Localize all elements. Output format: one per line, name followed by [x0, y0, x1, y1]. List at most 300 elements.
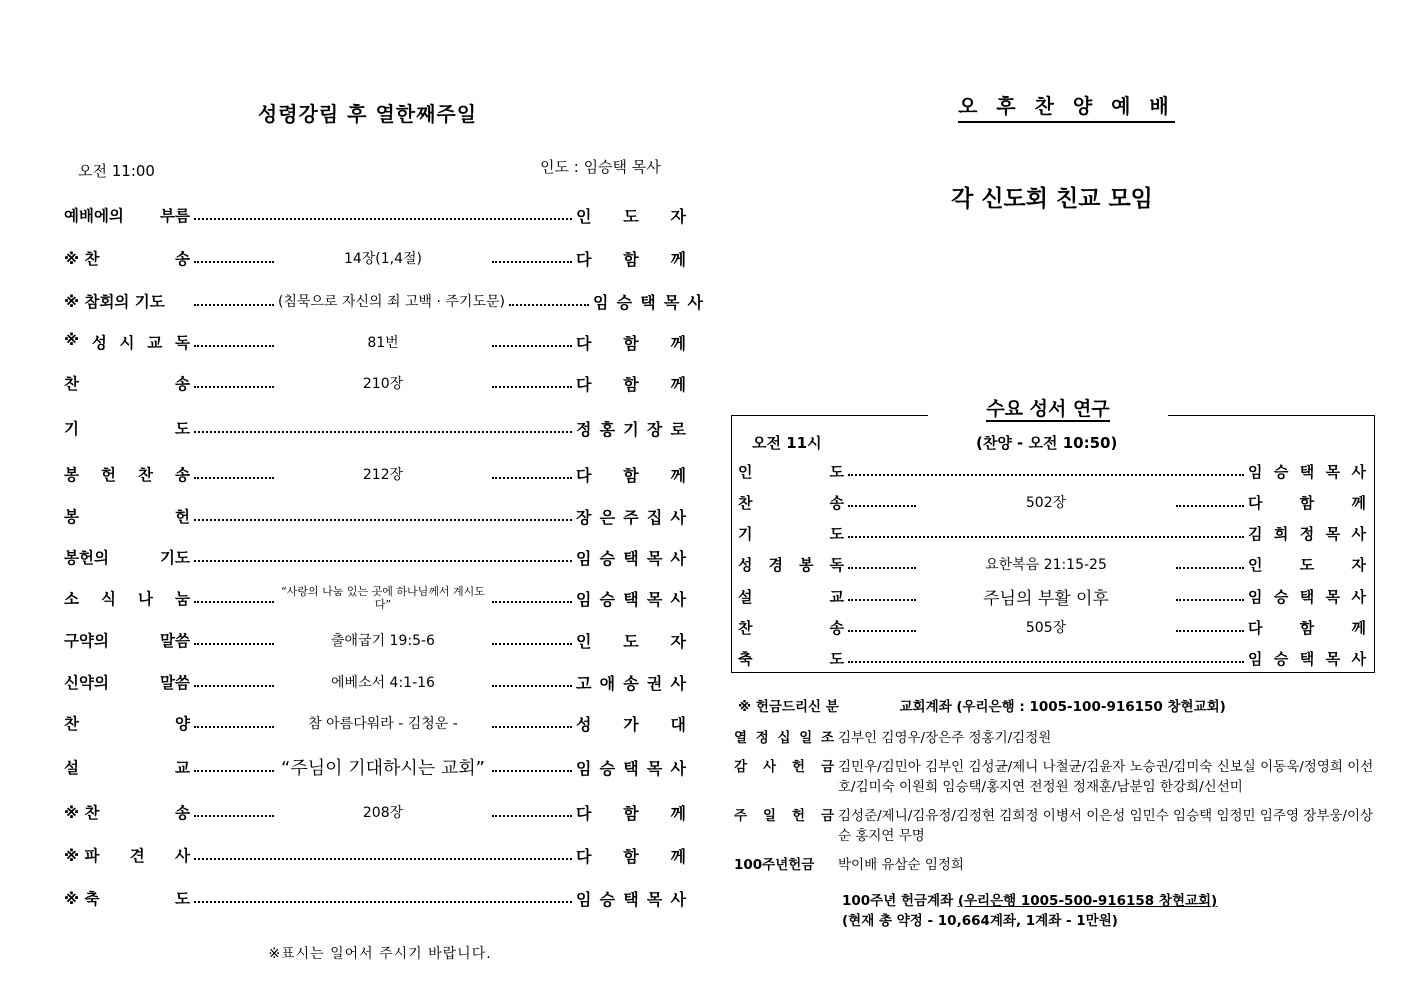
order-item-person-part: 권: [646, 673, 663, 693]
wednesday-item-label: [738, 554, 844, 575]
dot-leader: [492, 261, 572, 263]
wednesday-item-person: [1248, 523, 1366, 544]
dot-leader: [1176, 567, 1244, 569]
wednesday-item-person-part: 목: [1325, 649, 1341, 668]
wednesday-item-label: [738, 586, 844, 607]
dot-leader: [194, 345, 274, 347]
order-item-person-part: 송: [623, 673, 639, 693]
order-item-person-part: 함: [623, 846, 639, 866]
order-item-person-part: 다: [576, 249, 592, 269]
centennial-account-block: [842, 891, 1217, 931]
order-item-label-part: 봉헌의: [64, 549, 109, 567]
order-item-person-part: 목: [646, 889, 663, 909]
order-item-label-part: 교: [175, 759, 190, 777]
wednesday-item-label-part: 도: [829, 524, 844, 543]
order-item-detail: 81번: [367, 335, 399, 351]
order-row: [64, 545, 686, 569]
wednesday-item-person-part: 다: [1248, 618, 1263, 637]
service-leader: 인도 : 임승택 목사: [540, 158, 661, 176]
offering-category-part: 금: [820, 808, 834, 824]
order-item-person-part: 사: [670, 507, 686, 527]
wednesday-item-person-part: 승: [1273, 587, 1289, 606]
order-item-detail: 참 아름다워라 - 김청운 -: [308, 716, 458, 732]
order-item-person-part: 임: [576, 589, 592, 609]
dot-leader: [492, 345, 572, 347]
dot-leader: [194, 643, 274, 645]
order-item-person-part: 께: [670, 803, 686, 823]
afternoon-service-title: 오 후 찬 양 예 배: [958, 90, 1175, 123]
order-item-label-part: 헌: [175, 508, 190, 526]
order-item-person-part: 도: [623, 206, 639, 226]
order-item-person-part: 다: [576, 374, 592, 394]
wednesday-item-person-part: 김: [1248, 524, 1263, 543]
dot-leader: [194, 560, 572, 562]
offering-category: [734, 806, 838, 846]
order-item-label-part: 양: [175, 715, 190, 733]
wednesday-item-person-part: 사: [1351, 587, 1366, 606]
order-item-person: [593, 290, 703, 313]
wednesday-item-person-part: 사: [1351, 649, 1366, 668]
order-item-label: [64, 887, 190, 909]
wednesday-row: [738, 584, 1366, 608]
offering-row: [734, 806, 1374, 846]
order-item-label: [64, 546, 190, 568]
order-item-label: [64, 844, 190, 866]
standing-note: ※표시는 일어서 주시기 바랍니다.: [268, 946, 492, 962]
order-item-person-part: 대: [670, 714, 686, 734]
order-item-detail: “사랑의 나눔 있는 곳에 하나님께서 계시도다”: [281, 585, 485, 611]
order-item-label: [64, 505, 190, 527]
offering-category: [734, 728, 838, 748]
order-item-label-part: 찬: [64, 715, 79, 733]
order-item-detail: “주님이 기대하시는 교회”: [281, 758, 485, 779]
wednesday-item-detail: 요한복음 21:15-25: [985, 557, 1107, 573]
order-item-person: [576, 629, 686, 652]
order-item-person-part: 자: [670, 631, 686, 651]
order-item-person-part: 함: [623, 803, 639, 823]
order-item-label-part: 도: [175, 890, 190, 908]
order-item-label-part: 소: [64, 590, 79, 608]
dot-leader: [492, 815, 572, 817]
wednesday-item-person-part: 목: [1325, 524, 1341, 543]
order-item-person-part: 택: [640, 292, 656, 312]
order-item-label: [64, 463, 190, 485]
offering-category-part: 일: [762, 808, 777, 824]
order-item-label: [64, 372, 190, 394]
wednesday-item-detail: 주님의 부활 이후: [983, 588, 1109, 609]
order-item-person-part: 사: [670, 758, 686, 778]
order-item-label-part: 봉: [64, 508, 79, 526]
order-item-person-part: 임: [576, 889, 592, 909]
order-item-person-part: 택: [623, 548, 639, 568]
dot-leader: [1176, 630, 1244, 632]
wednesday-item-label: [738, 523, 844, 544]
order-item-label-part: ※ 파: [64, 847, 100, 865]
order-item-person: [576, 331, 686, 354]
wednesday-item-label-part: 축: [738, 649, 753, 668]
dot-leader: [194, 726, 274, 728]
order-item-person-part: 께: [670, 374, 686, 394]
order-item-label-part: 성: [91, 334, 107, 352]
order-item-label-part: 송: [175, 375, 190, 393]
order-item-person-part: 목: [646, 548, 663, 568]
order-item-label: [64, 629, 190, 651]
order-item-label-part: 나: [138, 590, 153, 608]
wednesday-item-person-part: 사: [1351, 524, 1366, 543]
offering-category-part: 주: [734, 808, 748, 824]
order-item-person-part: 홍: [599, 419, 616, 439]
order-item-person-part: 도: [623, 631, 639, 651]
order-item-label: [64, 290, 190, 312]
church-account: 교회계좌 (우리은행 : 1005-100-916150 창현교회): [899, 699, 1226, 715]
order-item-label-part: ※: [64, 331, 80, 349]
wednesday-item-label-part: 봉: [799, 555, 814, 574]
order-item-label: [64, 712, 190, 734]
order-item-label: [64, 801, 190, 823]
order-item-label: [64, 417, 190, 439]
offering-names: 김민우/김민아 김부인 김성균/제니 나철균/김윤자 노승권/김미숙 신보실 이동욱/정영희 이선호/김미숙 이원희 임승택/홍지연 전정원 정재훈/남분임 한강희/신선미: [838, 759, 1374, 795]
order-item-person-part: 사: [687, 292, 703, 312]
wednesday-item-person-part: 도: [1299, 555, 1315, 574]
offering-category-part: 조: [820, 730, 834, 746]
order-item-label-part: 봉: [64, 466, 79, 484]
dot-leader: [1176, 599, 1244, 601]
order-item-person-part: 사: [670, 548, 686, 568]
dot-leader: [848, 474, 1244, 476]
order-item-label-part: 기도: [160, 549, 190, 567]
dot-leader: [194, 770, 274, 772]
wednesday-item-person-part: 임: [1248, 587, 1263, 606]
order-row: [64, 203, 686, 227]
offering-category-part: 일: [799, 730, 813, 746]
wednesday-row: [738, 646, 1366, 670]
order-item-person-part: 택: [623, 889, 639, 909]
order-item-label: [64, 204, 190, 226]
offering-category-part: 100주년헌금: [734, 857, 815, 873]
order-item-detail: 210장: [362, 376, 404, 392]
order-item-person-part: 가: [623, 714, 639, 734]
order-item-person-part: 다: [576, 846, 592, 866]
offering-row: [734, 757, 1374, 797]
order-item-label-part: 독: [174, 334, 190, 352]
service-title: 성령강림 후 열한째주일: [257, 102, 478, 126]
wednesday-item-detail: 505장: [1025, 620, 1067, 636]
wednesday-item-label: [738, 617, 844, 638]
order-item-label-part: 기: [64, 420, 79, 438]
order-item-person-part: 함: [623, 465, 639, 485]
order-item-person-part: 승: [599, 889, 616, 909]
dot-leader: [194, 815, 274, 817]
order-item-label-part: 찬: [138, 466, 153, 484]
wednesday-item-label: [738, 461, 844, 482]
order-item-label: [64, 331, 190, 353]
wednesday-item-label-part: 교: [829, 587, 844, 606]
dot-leader: [509, 304, 589, 306]
wednesday-item-person: [1248, 554, 1366, 575]
wednesday-item-person: [1248, 461, 1366, 482]
order-item-label-part: 신약의: [64, 674, 109, 692]
dot-leader: [492, 386, 572, 388]
order-item-label-part: 송: [175, 804, 190, 822]
order-row: [64, 416, 686, 440]
wednesday-item-person-part: 함: [1299, 618, 1315, 637]
order-item-label-part: 예배에의: [64, 207, 124, 225]
order-item-label: [64, 756, 190, 778]
order-item-person-part: 임: [576, 548, 592, 568]
wednesday-item-person-part: 인: [1248, 555, 1263, 574]
dot-leader: [848, 567, 916, 569]
order-item-detail: 14장(1,4절): [343, 251, 423, 267]
dot-leader: [194, 519, 572, 521]
order-item-person-part: 정: [576, 419, 592, 439]
order-item-label: [64, 247, 190, 269]
dot-leader: [194, 858, 572, 860]
order-item-person-part: 께: [670, 333, 686, 353]
dot-leader: [492, 770, 572, 772]
order-item-person-part: 함: [623, 249, 639, 269]
order-item-person: [576, 671, 686, 694]
offering-header: [738, 695, 1226, 715]
wednesday-study-title: 수요 성서 연구: [928, 394, 1168, 421]
offering-category-part: 사: [762, 759, 777, 775]
offering-header-label: ※ 헌금드리신 분: [738, 699, 839, 715]
order-item-person: [576, 756, 686, 779]
wednesday-row: [738, 459, 1366, 483]
offering-category-part: 감: [734, 759, 748, 775]
dot-leader: [194, 431, 572, 433]
dot-leader: [194, 304, 274, 306]
order-item-person-part: 사: [670, 889, 686, 909]
wednesday-item-detail: 502장: [1025, 495, 1067, 511]
wednesday-item-label-part: 찬: [738, 618, 753, 637]
order-item-person-part: 장: [646, 419, 663, 439]
order-item-person-part: 은: [599, 507, 616, 527]
order-row: [64, 330, 686, 354]
wednesday-item-label-part: 기: [738, 524, 753, 543]
order-item-label-part: ※ 참회의 기도: [64, 293, 165, 311]
order-row: [64, 586, 686, 610]
dot-leader: [194, 477, 274, 479]
order-item-person: [576, 417, 686, 440]
order-item-label-part: 사: [175, 847, 190, 865]
offering-category-part: 십: [777, 730, 791, 746]
dot-leader: [492, 643, 572, 645]
centennial-account-label: 100주년 헌금계좌: [842, 893, 954, 909]
offering-names: 김부인 김영우/장은주 정홍기/김정원: [838, 730, 1052, 746]
offering-category: [734, 855, 838, 875]
order-item-label-part: 식: [101, 590, 116, 608]
wednesday-item-person-part: 승: [1273, 462, 1289, 481]
wednesday-item-person: [1248, 492, 1366, 513]
order-item-person-part: 주: [623, 507, 639, 527]
dot-leader: [492, 477, 572, 479]
dot-leader: [492, 685, 572, 687]
order-item-label-part: 교: [147, 334, 163, 352]
order-item-label-part: 찬: [64, 375, 79, 393]
order-item-person-part: 자: [670, 206, 686, 226]
order-item-label-part: 말씀: [160, 632, 190, 650]
order-item-detail: 208장: [362, 805, 404, 821]
order-row: [64, 462, 686, 486]
offering-category-part: 열: [734, 730, 748, 746]
offering-category-part: 헌: [791, 759, 806, 775]
order-item-person-part: 께: [670, 465, 686, 485]
dot-leader: [194, 261, 274, 263]
wednesday-item-person-part: 택: [1299, 649, 1315, 668]
order-item-label: [64, 671, 190, 693]
wednesday-item-label: [738, 648, 844, 669]
order-item-person-part: 사: [670, 673, 686, 693]
centennial-pledge: (현재 총 약정 - 10,664계좌, 1계좌 - 1만원): [842, 913, 1118, 929]
order-item-label: [64, 587, 190, 609]
wednesday-item-person-part: 희: [1273, 524, 1289, 543]
order-item-person-part: 승: [599, 548, 616, 568]
dot-leader: [848, 630, 916, 632]
order-item-label-part: 송: [175, 466, 190, 484]
order-item-person-part: 인: [576, 206, 592, 226]
dot-leader: [848, 599, 916, 601]
wednesday-item-person-part: 목: [1325, 462, 1341, 481]
order-item-person: [576, 587, 686, 610]
order-item-person: [576, 844, 686, 867]
wednesday-row: [738, 552, 1366, 576]
order-item-person: [576, 372, 686, 395]
order-item-label-part: ※ 찬: [64, 804, 100, 822]
order-item-person: [576, 801, 686, 824]
wednesday-item-person-part: 목: [1325, 587, 1341, 606]
wednesday-item-person: [1248, 586, 1366, 607]
wednesday-praise-time: (찬양 - 오전 10:50): [976, 434, 1118, 452]
dot-leader: [848, 505, 916, 507]
order-item-label-part: 설: [64, 759, 79, 777]
wednesday-item-person-part: 께: [1351, 618, 1366, 637]
order-item-label-part: 눔: [175, 590, 190, 608]
dot-leader: [492, 601, 572, 603]
offering-row: [734, 728, 1374, 748]
order-item-person-part: 함: [623, 333, 639, 353]
order-item-label-part: 구약의: [64, 632, 109, 650]
wednesday-item-person-part: 다: [1248, 493, 1263, 512]
offering-names: 박이배 유삼순 임정희: [838, 857, 964, 873]
order-row: [64, 843, 686, 867]
wednesday-row: [738, 615, 1366, 639]
order-item-person-part: 께: [670, 846, 686, 866]
wednesday-item-label-part: 찬: [738, 493, 753, 512]
order-item-label-part: ※ 축: [64, 890, 100, 908]
dot-leader: [194, 218, 572, 220]
offering-names: 김성준/제니/김유정/김정현 김희정 이병서 이은성 임민수 임승택 임정민 임주영 장부웅/이상순 홍지연 무명: [838, 808, 1374, 844]
order-item-label-part: 견: [129, 847, 145, 865]
order-row: [64, 246, 686, 270]
order-item-person-part: 택: [623, 589, 639, 609]
order-item-person-part: 께: [670, 249, 686, 269]
wednesday-item-person-part: 택: [1299, 587, 1315, 606]
wednesday-item-person: [1248, 617, 1366, 638]
wednesday-study-time: 오전 11시: [752, 434, 822, 452]
order-item-label-part: 말씀: [160, 674, 190, 692]
order-item-person-part: 애: [599, 673, 616, 693]
wednesday-item-label-part: 도: [829, 462, 844, 481]
order-row: [64, 711, 686, 735]
order-item-label-part: 도: [175, 420, 190, 438]
order-item-person-part: 목: [646, 758, 663, 778]
order-item-person-part: 다: [576, 333, 592, 353]
offering-category-part: 금: [820, 759, 834, 775]
afternoon-service-subtitle: 각 신도회 친교 모임: [951, 186, 1153, 212]
order-item-person-part: 고: [576, 673, 592, 693]
order-item-person-part: 장: [576, 507, 592, 527]
order-row: [64, 886, 686, 910]
centennial-account: (우리은행 1005-500-916158 창현교회): [957, 893, 1218, 909]
order-row: [64, 289, 703, 313]
order-row: [64, 371, 686, 395]
order-item-person-part: 승: [599, 589, 616, 609]
wednesday-item-label-part: 송: [829, 618, 844, 637]
order-item-person: [576, 546, 686, 569]
wednesday-item-label-part: 독: [829, 555, 844, 574]
order-item-person-part: 임: [592, 292, 609, 312]
wednesday-item-label-part: 설: [738, 587, 753, 606]
dot-leader: [194, 685, 274, 687]
wednesday-item-person-part: 택: [1299, 462, 1315, 481]
order-item-person-part: 성: [576, 714, 592, 734]
order-item-person-part: 함: [623, 374, 639, 394]
order-item-detail: 출애굽기 19:5-6: [331, 633, 435, 649]
order-item-label-part: 송: [175, 250, 190, 268]
order-item-detail: 212장: [362, 467, 404, 483]
order-item-label-part: 부름: [160, 207, 190, 225]
order-item-person: [576, 247, 686, 270]
order-item-label-part: ※ 찬: [64, 250, 100, 268]
order-item-person-part: 집: [646, 507, 663, 527]
order-row: [64, 755, 686, 779]
wednesday-item-label-part: 성: [738, 555, 753, 574]
wednesday-item-label-part: 도: [829, 649, 844, 668]
order-item-person-part: 기: [623, 419, 639, 439]
wednesday-item-label: [738, 492, 844, 513]
wednesday-item-label-part: 송: [829, 493, 844, 512]
wednesday-item-label-part: 인: [738, 462, 753, 481]
order-item-person: [576, 463, 686, 486]
order-item-person-part: 다: [576, 803, 592, 823]
order-item-person-part: 승: [616, 292, 633, 312]
dot-leader: [492, 726, 572, 728]
dot-leader: [848, 536, 1244, 538]
order-row: [64, 800, 686, 824]
wednesday-item-person-part: 임: [1248, 462, 1263, 481]
wednesday-item-label-part: 경: [768, 555, 783, 574]
order-item-label-part: 헌: [101, 466, 116, 484]
order-item-person-part: 택: [623, 758, 639, 778]
dot-leader: [194, 901, 572, 903]
wednesday-item-person-part: 정: [1299, 524, 1315, 543]
order-item-person-part: 인: [576, 631, 592, 651]
wednesday-item-person: [1248, 648, 1366, 669]
order-item-person-part: 다: [576, 465, 592, 485]
order-item-detail: (침묵으로 자신의 죄 고백 · 주기도문): [278, 294, 505, 310]
order-item-person-part: 목: [663, 292, 680, 312]
order-row: [64, 504, 686, 528]
dot-leader: [194, 601, 274, 603]
order-item-person: [576, 505, 686, 528]
wednesday-item-person-part: 승: [1273, 649, 1289, 668]
order-item-label-part: 시: [119, 334, 135, 352]
offering-category: [734, 757, 838, 797]
order-row: [64, 670, 686, 694]
order-item-person-part: 로: [670, 419, 686, 439]
wednesday-item-person-part: 함: [1299, 493, 1315, 512]
order-item-person-part: 임: [576, 758, 592, 778]
